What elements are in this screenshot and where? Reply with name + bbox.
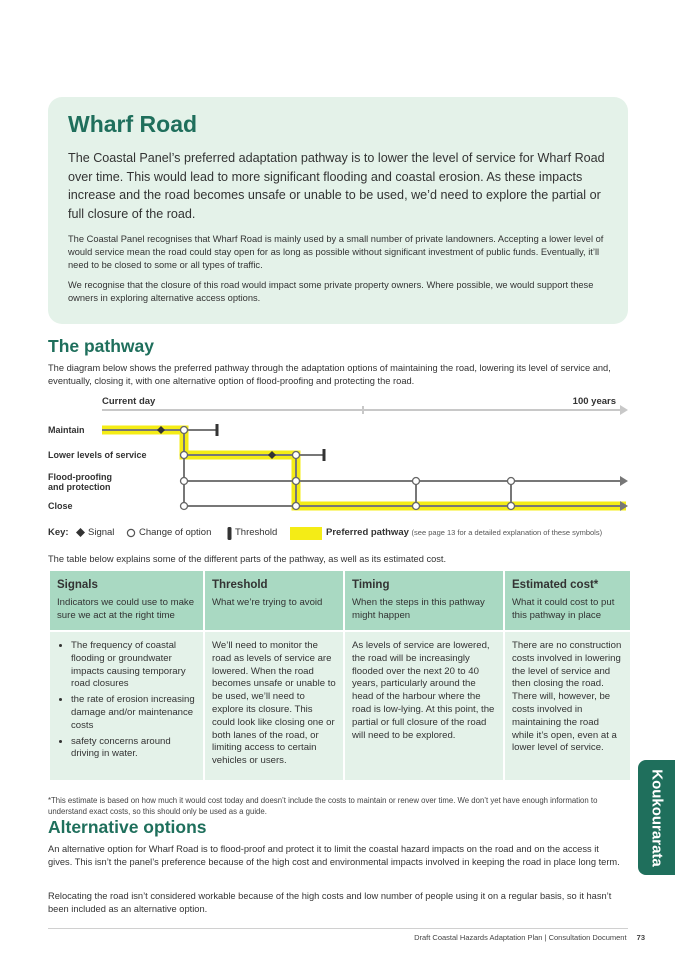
cell-threshold: We’ll need to monitor the road as levels of service are lowered. When the road becomes unsafe or unable to be used, we’ll need to explore its closure. This could look like closing one or both lanes of the road, or limiting access to certain vehicles or users. <box>205 630 343 780</box>
pathway-diagram <box>48 392 638 520</box>
cell-signals <box>50 630 203 780</box>
footer-document: Draft Coastal Hazards Adaptation Plan | Consultation Document <box>414 933 627 942</box>
pathway-table <box>48 571 632 780</box>
header-cost: Estimated cost* What it could cost to put this pathway in place <box>505 571 630 630</box>
threshold-icon <box>227 527 232 543</box>
header-timing: Timing When the steps in this pathway might happen <box>345 571 503 630</box>
pathway-intro: The diagram below shows the preferred pathway through the adaptation options of maintaining the road, lowering its level of service and, eventually, closing it, with one alternative option of flood-proofing and protecting the road. <box>48 363 611 387</box>
key-note: (see page 13 for a detailed explanation of these symbols) <box>411 528 603 537</box>
key-preferred-row <box>326 527 602 538</box>
close-change-3 <box>413 503 420 510</box>
row-label-maintain: Maintain <box>48 425 85 435</box>
lower-change <box>293 452 300 459</box>
signal-icon <box>76 528 85 540</box>
timeline-arrow <box>620 405 628 415</box>
table-footnote: *This estimate is based on how much it would cost today and doesn’t include the costs to maintain or renew over time. We don’t yet have enough information to understand exact costs, so this should only be used as a guide. <box>48 795 598 816</box>
key-threshold: Threshold <box>235 527 278 538</box>
header-signals: Signals Indicators we could use to make sure we act at the right time <box>50 571 203 630</box>
close-change-4 <box>508 503 515 510</box>
row-label-floodproofing: Flood-proofing <box>48 472 112 482</box>
header-threshold: Threshold What we’re trying to avoid <box>205 571 343 630</box>
key-label: Key: <box>48 527 69 538</box>
page-title: Wharf Road <box>68 111 198 137</box>
preferred-swatch <box>290 527 322 540</box>
alternatives-paragraph-2: Relocating the road isn’t considered workable because of the high costs and low number of people using it on a regular basis, so it hasn’t been included as an alternative option. <box>48 891 612 915</box>
table-header-row <box>50 571 630 630</box>
signal-item: • the rate of erosion increasing damage and/or maintenance costs <box>71 694 196 732</box>
side-tab-label: Koukourarata <box>648 768 665 867</box>
cell-cost: There are no construction costs involved in lowering the level of service and then closing the road. There will, however, be costs involved in maintaining the road while it’s open, even at a lower level of service. <box>505 630 630 780</box>
floodproofing-change-start <box>181 478 188 485</box>
alternatives-heading: Alternative options <box>48 817 207 837</box>
close-change-2 <box>293 503 300 510</box>
row-label-lower: Lower levels of service <box>48 450 147 460</box>
signal-item: • The frequency of coastal flooding or groundwater impacts causing temporary road closures <box>71 640 196 691</box>
key-preferred: Preferred pathway <box>326 527 409 538</box>
timeline-start-label: Current day <box>102 396 156 407</box>
page-number: 73 <box>636 933 645 942</box>
timeline-end-label: 100 years <box>572 396 616 407</box>
box-paragraph-2: We recognise that the closure of this road would impact some private property owners. Where possible, we would support these owners in exploring alternative access options. <box>68 280 594 304</box>
maintain-change <box>181 427 188 434</box>
pathway-heading: The pathway <box>48 336 154 356</box>
section-side-tab <box>638 760 675 875</box>
floodproofing-arrow <box>620 476 628 486</box>
footer-rule <box>48 928 628 929</box>
cell-timing: As levels of service are lowered, the road will be increasingly flooded over the next 20 to 40 years, particularly around the head of the harbour where the road is low-lying. At this point, the partial or full closure of the road will need to be explored. <box>345 630 503 780</box>
diagram-key <box>48 527 638 541</box>
alternatives-paragraph-1: An alternative option for Wharf Road is to flood-proof and protect it to limit the coastal hazard impacts on the road and on the access it gives. This isn’t the panel’s preference because of the high cost and environmental impacts involved in keeping the road in place long term. <box>48 844 620 868</box>
intro-box <box>48 97 628 324</box>
page-footer <box>414 933 645 942</box>
table-row <box>50 630 630 780</box>
preferred-pathway-highlight <box>102 430 626 506</box>
lead-paragraph: The Coastal Panel’s preferred adaptation pathway is to lower the level of service for Wharf Road over time. This would lead to more significant flooding and coastal erosion. As these impacts increase and the road becomes unsafe or unable to be used, we’d need to explore the partial or full closure of the road. <box>68 151 605 221</box>
close-change-1 <box>181 503 188 510</box>
row-label-protection: and protection <box>48 482 111 492</box>
row-label-close: Close <box>48 501 73 511</box>
key-change: Change of option <box>139 527 212 538</box>
floodproofing-change-3 <box>508 478 515 485</box>
signal-item: • safety concerns around driving in water. <box>71 736 196 762</box>
box-paragraph-1: The Coastal Panel recognises that Wharf Road is mainly used by a small number of private landowners. Accepting a lower level of would service mean the road could stay open for as long as possible without significant investment of public funds. Eventually, it’ll need to be closed to some or all types of traffic. <box>68 234 604 271</box>
change-icon <box>126 528 136 541</box>
table-intro: The table below explains some of the different parts of the pathway, as well as its estimated cost. <box>48 554 447 564</box>
lower-change-start <box>181 452 188 459</box>
floodproofing-change-1 <box>293 478 300 485</box>
key-signal: Signal <box>88 527 115 538</box>
floodproofing-change-2 <box>413 478 420 485</box>
